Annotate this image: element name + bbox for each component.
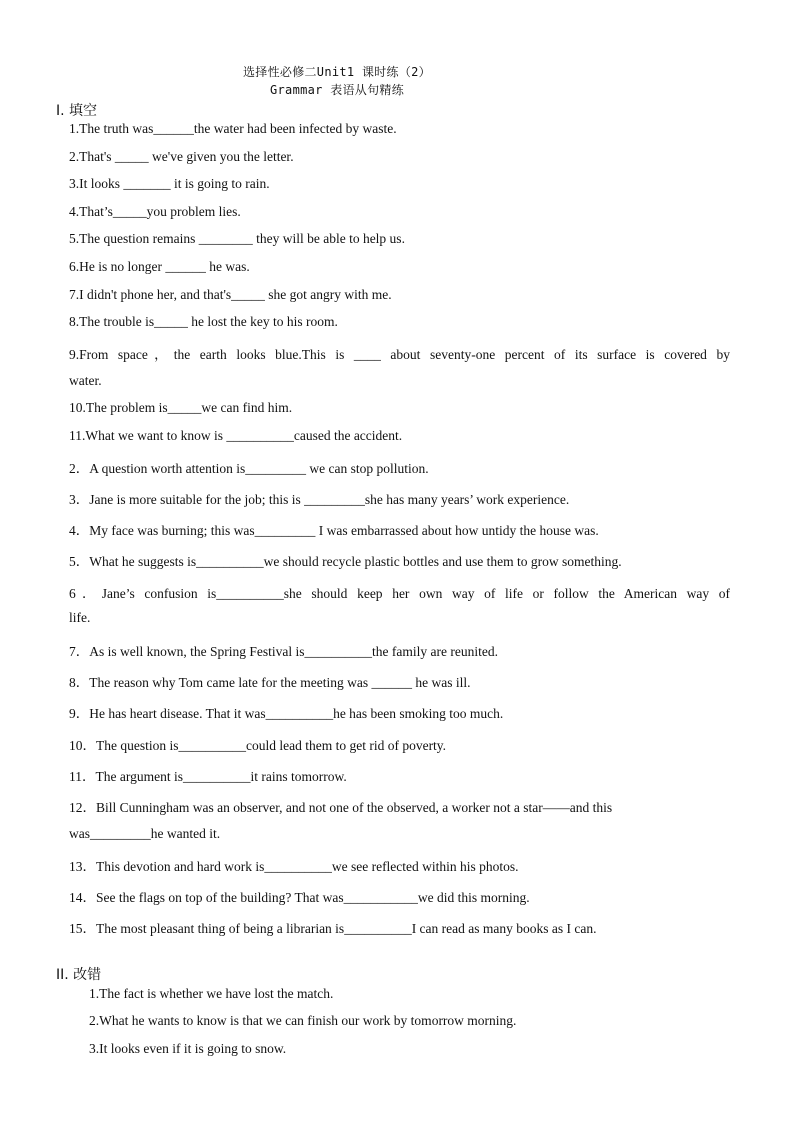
exercise-item: 7.I didn't phone her, and that's_____ she got angry with me. <box>69 287 392 302</box>
correction-item: 3.It looks even if it is going to snow. <box>89 1041 287 1056</box>
exercise-item: 3．Jane is more suitable for the job; this is _________she has many years’ work experience. <box>69 492 570 507</box>
exercise-item: 9.From space，the earth looks blue.This is ____ about seventy-one percent of its surface is covered by <box>69 347 730 362</box>
exercise-item-continuation: life. <box>69 610 91 625</box>
exercise-item: 4．My face was burning; this was_________ I was embarrassed about how untidy the house was. <box>69 523 599 538</box>
exercise-item: 11．The argument is__________it rains tomorrow. <box>69 769 347 784</box>
exercise-item: 10.The problem is_____we can find him. <box>69 400 293 415</box>
exercise-item-continuation: was_________he wanted it. <box>69 826 221 841</box>
section-fill-in-heading: I. 填空 <box>56 103 98 119</box>
worksheet-subtitle: Grammar 表语从句精练 <box>270 83 404 97</box>
exercise-item: 2．A question worth attention is_________ we can stop pollution. <box>69 461 429 476</box>
exercise-item: 1.The truth was______the water had been infected by waste. <box>69 121 397 136</box>
exercise-item: 6.He is no longer ______ he was. <box>69 259 250 274</box>
exercise-item: 5.The question remains ________ they will be able to help us. <box>69 231 405 246</box>
exercise-item: 8．The reason why Tom came late for the meeting was ______ he was ill. <box>69 675 471 690</box>
exercise-item: 11.What we want to know is __________caused the accident. <box>69 428 403 443</box>
correction-item: 1.The fact is whether we have lost the match. <box>89 986 334 1001</box>
section-correction-heading: II. 改错 <box>56 967 102 983</box>
exercise-item: 14．See the flags on top of the building? That was___________we did this morning. <box>69 890 530 905</box>
exercise-item: 5．What he suggests is__________we should recycle plastic bottles and use them to grow something. <box>69 554 622 569</box>
exercise-item: 3.It looks _______ it is going to rain. <box>69 176 270 191</box>
worksheet-title: 选择性必修二Unit1 课时练（2） <box>243 65 431 79</box>
exercise-item-continuation: water. <box>69 373 102 388</box>
exercise-item: 2.That's _____ we've given you the letter. <box>69 149 294 164</box>
exercise-item: 7．As is well known, the Spring Festival is__________the family are reunited. <box>69 644 498 659</box>
exercise-item: 4.That’s_____you problem lies. <box>69 204 241 219</box>
exercise-item: 9．He has heart disease. That it was__________he has been smoking too much. <box>69 706 504 721</box>
correction-item: 2.What he wants to know is that we can finish our work by tomorrow morning. <box>89 1013 517 1028</box>
exercise-item: 12．Bill Cunningham was an observer, and not one of the observed, a worker not a star——and this <box>69 800 613 815</box>
exercise-item: 8.The trouble is_____ he lost the key to his room. <box>69 314 338 329</box>
exercise-item: 10．The question is__________could lead them to get rid of poverty. <box>69 738 447 753</box>
exercise-item: 13．This devotion and hard work is__________we see reflected within his photos. <box>69 859 519 874</box>
exercise-item: 15．The most pleasant thing of being a librarian is__________I can read as many books as I can. <box>69 921 597 936</box>
exercise-item: 6．Jane’s confusion is__________she should keep her own way of life or follow the American way of <box>69 586 730 601</box>
